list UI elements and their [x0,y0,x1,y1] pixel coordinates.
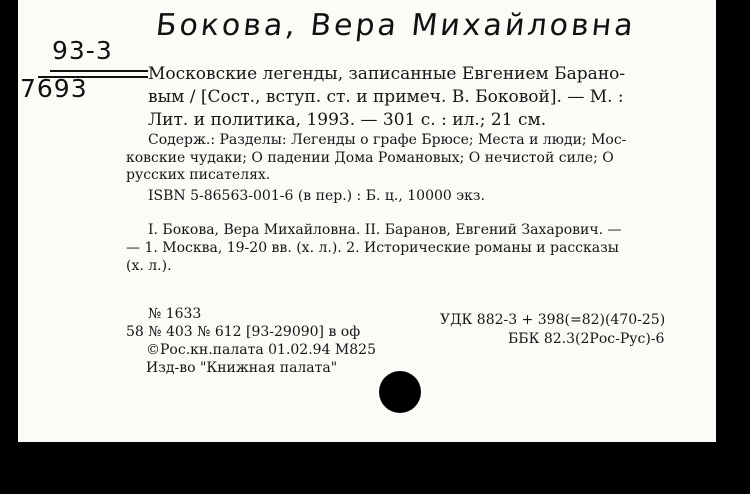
chamber-stamp: ©Рос.кн.палата 01.02.94 М825 [146,342,376,358]
description-line-1: Московские легенды, записанные Евгением Барано- [148,64,626,84]
punch-hole [379,371,421,413]
order-numbers: 58 № 403 № 612 [93-29090] в оф [126,324,361,340]
contents-line-2: ковские чудаки; О падении Дома Романовых; О нечистой силе; О [126,150,614,166]
contents-line-3: русских писателях. [126,167,271,183]
tracings-line-2: — 1. Москва, 19-20 вв. (х. л.). 2. Исторические романы и рассказы [126,240,619,256]
tracings-line-1: I. Бокова, Вера Михайловна. II. Баранов, Евгений Захарович. — [148,222,622,238]
contents-line-1: Содерж.: Разделы: Легенды о графе Брюсе; Места и люди; Мос- [148,132,627,148]
catalog-card [18,0,716,442]
handwritten-author-name: Бокова, Вера Михайловна [154,8,638,43]
call-number-underline [50,70,148,72]
handwritten-call-number-top: 93-3 [52,36,113,65]
isbn-line: ISBN 5-86563-001-6 (в пер.) : Б. ц., 10000 экз. [148,188,485,204]
bbk-classification: ББК 82.3(2Рос-Рус)-6 [508,331,665,347]
record-number: № 1633 [148,306,202,322]
description-line-3: Лит. и политика, 1993. — 301 с. : ил.; 21 см. [148,110,547,130]
udk-classification: УДК 882-3 + 398(=82)(470-25) [440,312,666,328]
tracings-line-3: (х. л.). [126,258,172,274]
handwritten-call-number-bottom: 7693 [20,74,88,103]
publisher-imprint: Изд-во "Книжная палата" [146,360,338,376]
description-line-2: вым / [Сост., вступ. ст. и примеч. В. Боковой]. — М. : [148,87,624,107]
